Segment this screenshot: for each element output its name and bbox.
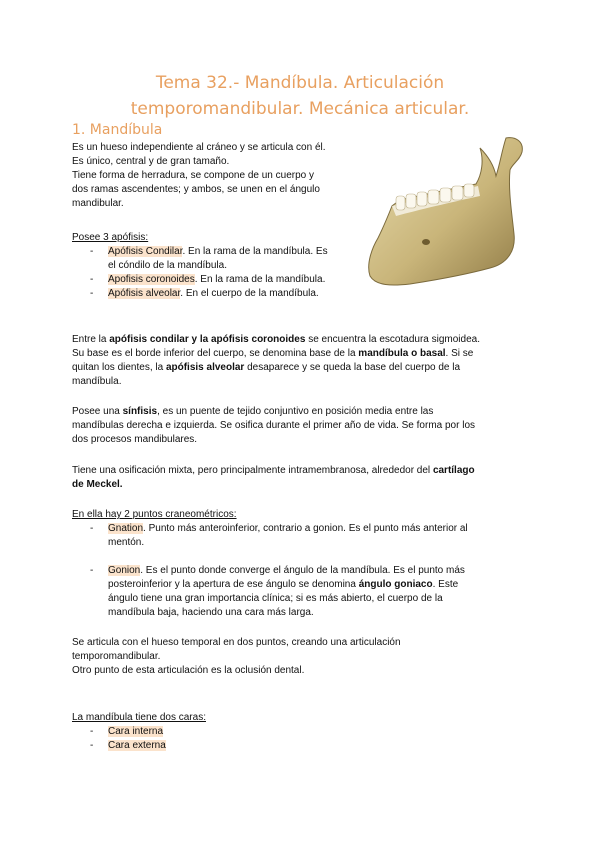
apofisis-list (72, 245, 362, 301)
list-item: - Apofisis coronoides. En la rama de la mandíbula. (72, 273, 362, 287)
title-line-2: temporomandibular. Mecánica articular. (130, 99, 470, 119)
list-item: - Apófisis Condilar. En la rama de la mandíbula. Es el cóndilo de la mandíbula. (72, 245, 362, 273)
list-item: - Gonion. Es el punto donde converge el ángulo de la mandíbula. Es el punto más posteroinferior y la apertura de ese ángulo se denomina ángulo goniaco. Este ángulo tiene una gran importancia clínica; si es más abierto, el cuerpo de la mandíbula baja, haciendo una cara más larga. (72, 564, 542, 620)
puntos-list (72, 522, 542, 620)
list-item: - Cara externa (72, 739, 372, 753)
caras-list (72, 725, 372, 753)
escotadura-paragraph: Entre la apófisis condilar y la apófisis coronoides se encuentra la escotadura sigmoidea. Su base es el borde inferior del cuerpo, se denomina base de la mandíbula o basal. Si se quitan los dientes, la apófisis alveolar desaparece y se queda la base del cuerpo de la mandíbula. (72, 334, 480, 387)
section-heading: 1. Mandíbula (72, 122, 163, 138)
articula-paragraph: Se articula con el hueso temporal en dos puntos, creando una articulación temporomandibular. Otro punto de esta articulación es la oclusión dental. (72, 637, 401, 676)
mandible-body (369, 138, 523, 285)
title-line-1: Tema 32.- Mandíbula. Articulación (155, 73, 445, 93)
list-item: - Apófisis alveolar. En el cuerpo de la mandíbula. (72, 287, 362, 301)
osificacion-paragraph: Tiene una osificación mixta, pero principalmente intramembranosa, alrededor del cartílago de Meckel. (72, 465, 475, 490)
intro-paragraph: Es un hueso independiente al cráneo y se articula con él. Es único, central y de gran tamaño. Tiene forma de herradura, se compone de un cuerpo y dos ramas ascendentes; y ambos, se unen en el ángulo mandibular. (72, 142, 326, 209)
caras-heading: La mandíbula tiene dos caras: (72, 712, 206, 723)
list-item: - Gnation. Punto más anteroinferior, contrario a gonion. Es el punto más anterior al mentón. (72, 522, 542, 550)
puntos-heading: En ella hay 2 puntos craneométricos: (72, 509, 237, 520)
apofisis-heading: Posee 3 apófisis: (72, 232, 149, 243)
sinfisis-paragraph: Posee una sínfisis, es un puente de tejido conjuntivo en posición media entre las mandíbulas derecha e izquierda. Se osifica durante el primer año de vida. Se forma por los dos procesos mandibulares. (72, 406, 476, 445)
page-title (60, 70, 540, 122)
list-item: - Cara interna (72, 725, 372, 739)
mandible-illustration (356, 130, 532, 292)
mental-foramen (422, 239, 430, 245)
